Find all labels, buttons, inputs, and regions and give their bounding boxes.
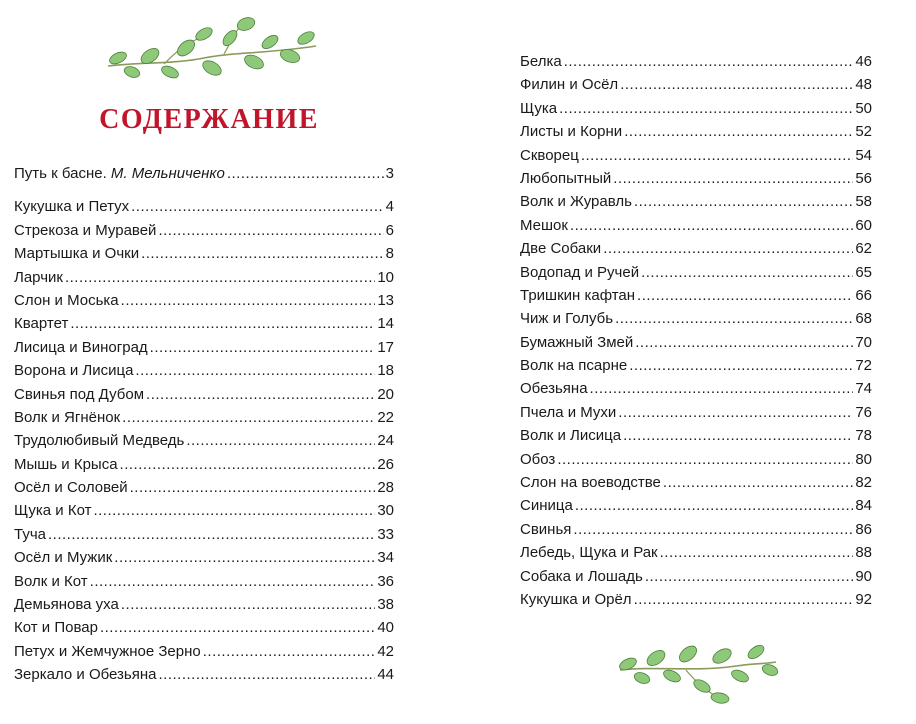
- page-number: 54: [855, 146, 872, 164]
- toc-entry[interactable]: [14, 640, 394, 663]
- entry-title: Скворец: [520, 146, 579, 164]
- dot-leader: [93, 499, 375, 522]
- page-number: 60: [855, 216, 872, 234]
- dot-leader: [564, 50, 854, 73]
- dot-leader: [603, 237, 853, 260]
- dot-leader: [641, 261, 853, 284]
- toc-entry[interactable]: [520, 284, 872, 307]
- toc-entry[interactable]: [14, 523, 394, 546]
- dot-leader: [634, 588, 854, 611]
- entry-title: Туча: [14, 525, 46, 543]
- toc-entry[interactable]: [14, 593, 394, 616]
- page-number: 70: [855, 333, 872, 351]
- page-number: 68: [855, 310, 872, 328]
- page-number: 14: [377, 315, 394, 333]
- entry-title: Ларчик: [14, 268, 63, 286]
- toc-entry[interactable]: [520, 144, 872, 167]
- toc-entry-prologue[interactable]: [14, 162, 394, 185]
- dot-leader: [121, 593, 375, 616]
- entry-title: Мышь и Крыса: [14, 455, 118, 473]
- toc-entry[interactable]: [520, 494, 872, 517]
- page-number: 86: [855, 520, 872, 538]
- entry-title: Волк и Лисица: [520, 427, 622, 445]
- entry-title: Обезьяна: [520, 380, 588, 398]
- dot-leader: [660, 541, 854, 564]
- page-number: 65: [855, 263, 872, 281]
- dot-leader: [634, 190, 853, 213]
- entry-title: Щука и Кот: [14, 502, 92, 520]
- toc-entry[interactable]: [14, 219, 394, 242]
- toc-entry[interactable]: [520, 120, 872, 143]
- dot-leader: [130, 476, 376, 499]
- prologue-author: М. Мельниченко: [110, 165, 225, 182]
- page-number: 90: [855, 567, 872, 585]
- entry-title: Петух и Жемчужное Зерно: [14, 642, 201, 660]
- toc-entry[interactable]: [520, 167, 872, 190]
- page-number: 52: [855, 123, 872, 141]
- toc-entry[interactable]: [520, 565, 872, 588]
- entry-title: Любопытный: [520, 169, 612, 187]
- toc-entry[interactable]: [520, 518, 872, 541]
- toc-entry[interactable]: [520, 97, 872, 120]
- prologue-title: Путь к басне.: [14, 165, 107, 182]
- dot-leader: [48, 523, 375, 546]
- dot-leader: [135, 359, 375, 382]
- dot-leader: [227, 162, 384, 185]
- page-number: 34: [377, 549, 394, 567]
- dot-leader: [573, 518, 853, 541]
- dot-leader: [90, 570, 376, 593]
- toc-entry[interactable]: [520, 448, 872, 471]
- entry-title: Осёл и Соловей: [14, 479, 128, 497]
- toc-entry[interactable]: [520, 424, 872, 447]
- dot-leader: [186, 429, 375, 452]
- dot-leader: [131, 195, 384, 218]
- dot-leader: [159, 663, 376, 686]
- page-number: 4: [385, 198, 394, 216]
- entry-title: Две Собаки: [520, 240, 602, 258]
- page-number: 66: [855, 286, 872, 304]
- entry-title: Стрекоза и Муравей: [14, 221, 157, 239]
- toc-entry[interactable]: [14, 406, 394, 429]
- entry-title: Ворона и Лисица: [14, 362, 134, 380]
- dot-leader: [629, 354, 853, 377]
- toc-entry[interactable]: [520, 73, 872, 96]
- entry-title: Филин и Осёл: [520, 76, 619, 94]
- page-number: 33: [377, 525, 394, 543]
- toc-entry[interactable]: [14, 359, 394, 382]
- toc-list-right: [520, 50, 872, 611]
- toc-entry[interactable]: [520, 471, 872, 494]
- page-number: 88: [855, 544, 872, 562]
- toc-entry[interactable]: [14, 429, 394, 452]
- entry-title: Бумажный Змей: [520, 333, 634, 351]
- toc-entry[interactable]: [14, 499, 394, 522]
- page-number: 58: [855, 193, 872, 211]
- toc-entry[interactable]: [14, 242, 394, 265]
- entry-title: Листы и Корни: [520, 123, 623, 141]
- toc-entry[interactable]: [520, 214, 872, 237]
- dot-leader: [203, 640, 376, 663]
- page-number: 50: [855, 99, 872, 117]
- entry-title: Щука: [520, 99, 558, 117]
- page-number: 8: [385, 245, 394, 263]
- dot-leader: [150, 336, 376, 359]
- entry-title: Лебедь, Щука и Рак: [520, 544, 658, 562]
- dot-leader: [624, 120, 853, 143]
- leafy-branch-icon: [104, 14, 320, 84]
- page-number: 20: [377, 385, 394, 403]
- dot-leader: [663, 471, 853, 494]
- dot-leader: [120, 453, 376, 476]
- entry-title: Синица: [520, 497, 573, 515]
- toc-entry[interactable]: [14, 289, 394, 312]
- entry-title: Свинья: [520, 520, 572, 538]
- dot-leader: [570, 214, 853, 237]
- page-number: 10: [377, 268, 394, 286]
- entry-title: Пчела и Мухи: [520, 403, 617, 421]
- page-number: 42: [377, 642, 394, 660]
- toc-entry[interactable]: [520, 588, 872, 611]
- entry-title: Квартет: [14, 315, 69, 333]
- page-number: 26: [377, 455, 394, 473]
- toc-entry[interactable]: [520, 354, 872, 377]
- page-number: 80: [855, 450, 872, 468]
- dot-leader: [141, 242, 384, 265]
- entry-title: Трудолюбивый Медведь: [14, 432, 185, 450]
- toc-entry[interactable]: [14, 570, 394, 593]
- toc-entry[interactable]: [520, 541, 872, 564]
- entry-title: Водопад и Ручей: [520, 263, 640, 281]
- dot-leader: [70, 312, 375, 335]
- toc-list-left: [14, 162, 394, 687]
- toc-entry[interactable]: [520, 331, 872, 354]
- toc-entry[interactable]: [14, 266, 394, 289]
- entry-title: Слон и Моська: [14, 291, 119, 309]
- entry-title: Волк на псарне: [520, 357, 628, 375]
- toc-entry[interactable]: [14, 312, 394, 335]
- dot-leader: [146, 383, 375, 406]
- dot-leader: [637, 284, 853, 307]
- dot-leader: [623, 424, 853, 447]
- page-number: 76: [855, 403, 872, 421]
- page-number: 78: [855, 427, 872, 445]
- page-number: 82: [855, 474, 872, 492]
- page-number: 22: [377, 408, 394, 426]
- entry-title: Слон на воеводстве: [520, 474, 661, 492]
- dot-leader: [581, 144, 853, 167]
- page-title: СОДЕРЖАНИЕ: [99, 104, 319, 135]
- page-number: 38: [377, 596, 394, 614]
- entry-title: Осёл и Мужик: [14, 549, 113, 567]
- toc-entry[interactable]: [14, 453, 394, 476]
- page-number: 30: [377, 502, 394, 520]
- entry-title: Кукушка и Орёл: [520, 590, 632, 608]
- dot-leader: [618, 401, 853, 424]
- page-number: 74: [855, 380, 872, 398]
- entry-title: Кот и Повар: [14, 619, 98, 637]
- entry-title: Чиж и Голубь: [520, 310, 614, 328]
- dot-leader: [557, 448, 853, 471]
- toc-entry[interactable]: [520, 307, 872, 330]
- dot-leader: [65, 266, 375, 289]
- page-number: 36: [377, 572, 394, 590]
- page-number: 18: [377, 362, 394, 380]
- entry-title: Кукушка и Петух: [14, 198, 130, 216]
- page-number: 24: [377, 432, 394, 450]
- leafy-branch-icon: [616, 636, 780, 706]
- toc-entry[interactable]: [14, 663, 394, 686]
- right-page: [458, 0, 916, 724]
- dot-leader: [645, 565, 853, 588]
- page-number: 40: [377, 619, 394, 637]
- entry-title: Мешок: [520, 216, 568, 234]
- dot-leader: [620, 73, 853, 96]
- page-number: 72: [855, 357, 872, 375]
- dot-leader: [559, 97, 853, 120]
- page-number: 46: [855, 53, 872, 70]
- toc-entry[interactable]: [14, 336, 394, 359]
- page-number: 17: [377, 338, 394, 356]
- page-number: 62: [855, 240, 872, 258]
- page-number: 44: [377, 666, 394, 684]
- entry-title: Лисица и Виноград: [14, 338, 148, 356]
- entry-title: Тришкин кафтан: [520, 286, 636, 304]
- entry-title: Демьянова уха: [14, 596, 119, 614]
- page-number: 6: [385, 221, 394, 239]
- dot-leader: [613, 167, 853, 190]
- entry-title: Обоз: [520, 450, 556, 468]
- toc-entry[interactable]: [14, 383, 394, 406]
- entry-title: Собака и Лошадь: [520, 567, 643, 585]
- page-number: 56: [855, 169, 872, 187]
- page-number: 13: [377, 291, 394, 309]
- dot-leader: [635, 331, 853, 354]
- toc-entry[interactable]: [520, 50, 872, 73]
- dot-leader: [158, 219, 383, 242]
- toc-entry[interactable]: [520, 237, 872, 260]
- page-number: 92: [855, 590, 872, 608]
- toc-entry[interactable]: [14, 616, 394, 639]
- toc-entry[interactable]: [14, 546, 394, 569]
- toc-entry[interactable]: [520, 401, 872, 424]
- dot-leader: [575, 494, 854, 517]
- dot-leader: [100, 616, 375, 639]
- dot-leader: [114, 546, 375, 569]
- entry-title: [14, 162, 227, 185]
- entry-title: Белка: [520, 53, 562, 70]
- entry-title: Зеркало и Обезьяна: [14, 666, 157, 684]
- page-number: 3: [385, 165, 394, 182]
- toc-entry[interactable]: [520, 190, 872, 213]
- toc-entry[interactable]: [14, 476, 394, 499]
- entry-title: Мартышка и Очки: [14, 245, 140, 263]
- entry-title: Волк и Журавль: [520, 193, 632, 211]
- dot-leader: [122, 406, 375, 429]
- dot-leader: [615, 307, 853, 330]
- page-number: 48: [855, 76, 872, 94]
- dot-leader: [121, 289, 376, 312]
- page-number: 84: [855, 497, 872, 515]
- toc-entry[interactable]: [14, 195, 394, 218]
- entry-title: Волк и Ягнёнок: [14, 408, 121, 426]
- entry-title: Свинья под Дубом: [14, 385, 145, 403]
- page-number: 28: [377, 479, 394, 497]
- entry-title: Волк и Кот: [14, 572, 88, 590]
- toc-entry[interactable]: [520, 377, 872, 400]
- dot-leader: [590, 377, 854, 400]
- toc-entry[interactable]: [520, 261, 872, 284]
